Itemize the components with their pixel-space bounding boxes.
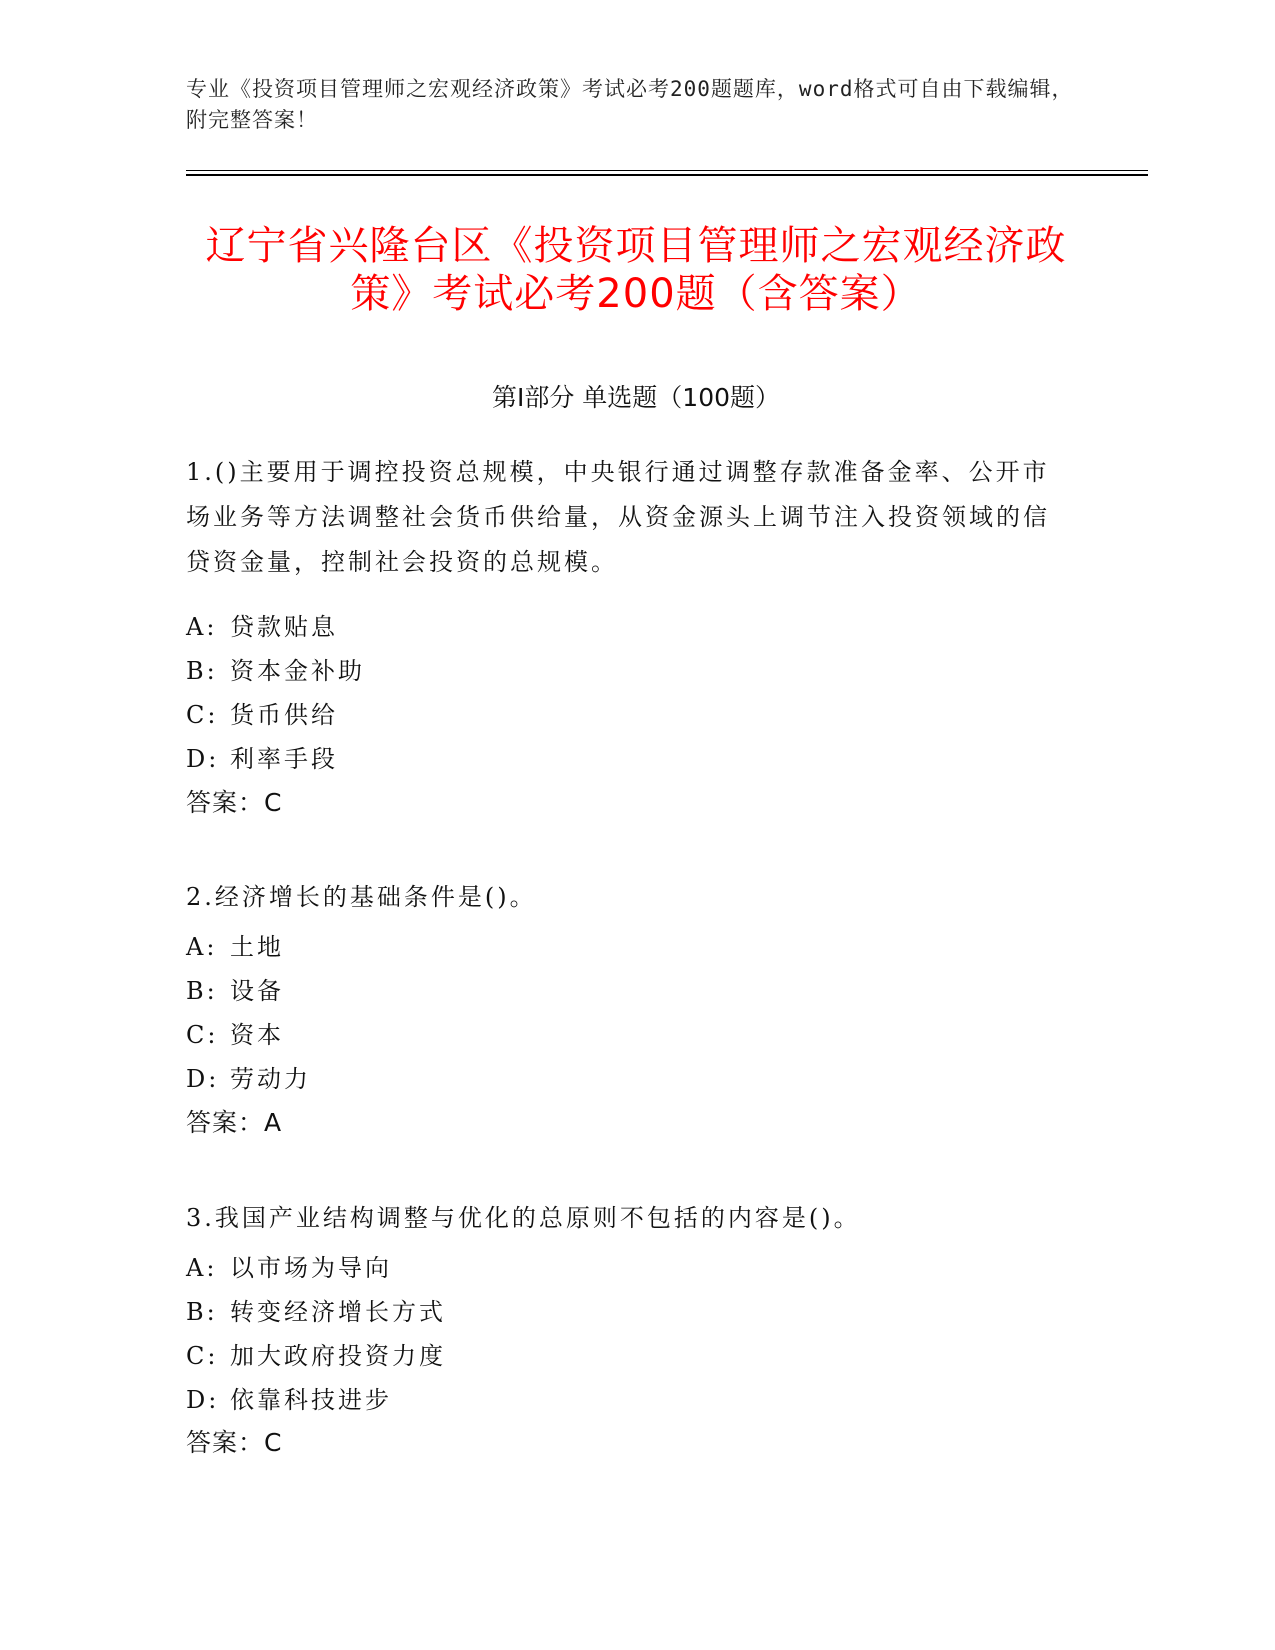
option-text: 设备 [230, 977, 284, 1005]
header-note: 专业《投资项目管理师之宏观经济政策》考试必考200题题库，word格式可自由下载编辑，附完整答案！ [186, 77, 1074, 132]
option-letter: B: [186, 977, 218, 1005]
question-1-option-c [186, 700, 1066, 730]
option-text: 依靠科技进步 [230, 1386, 392, 1414]
question-2-option-b [186, 976, 1066, 1006]
question-2-answer: 答案：A [186, 1108, 283, 1137]
question-1-answer: 答案：C [186, 788, 283, 817]
question-2-text: 2.经济增长的基础条件是()。 [186, 883, 537, 911]
option-letter: A: [186, 933, 218, 961]
option-letter: C: [186, 701, 219, 729]
question-3-option-a [186, 1253, 1066, 1283]
option-text: 以市场为导向 [230, 1254, 392, 1282]
header-divider-thick [186, 174, 1148, 176]
question-3-text: 3.我国产业结构调整与优化的总原则不包括的内容是()。 [186, 1204, 861, 1232]
section-heading: 第Ⅰ部分 单选题（100题） [491, 383, 781, 412]
option-letter: C: [186, 1021, 219, 1049]
option-text: 转变经济增长方式 [230, 1298, 446, 1326]
question-3-option-b [186, 1297, 1066, 1327]
option-letter: B: [186, 1298, 218, 1326]
option-letter: D: [186, 1065, 220, 1093]
option-text: 资本金补助 [230, 657, 365, 685]
question-3-answer: 答案：C [186, 1428, 283, 1457]
question-1-option-d [186, 744, 1066, 774]
question-1-option-a [186, 612, 1066, 642]
option-letter: D: [186, 745, 220, 773]
option-letter: C: [186, 1342, 219, 1370]
question-2-option-d [186, 1064, 1066, 1094]
header-divider-thin [186, 170, 1148, 171]
option-text: 贷款贴息 [230, 613, 338, 641]
question-1-option-b [186, 656, 1066, 686]
option-text: 资本 [230, 1021, 284, 1049]
option-text: 劳动力 [230, 1065, 311, 1093]
option-text: 货币供给 [230, 701, 338, 729]
document-title: 辽宁省兴隆台区《投资项目管理师之宏观经济政策》考试必考200题（含答案） [205, 223, 1067, 317]
option-text: 土地 [230, 933, 284, 961]
option-letter: B: [186, 657, 218, 685]
question-1-text: 1.()主要用于调控投资总规模，中央银行通过调整存款准备金率、公开市场业务等方法调整社会货币供给量，从资金源头上调节注入投资领域的信贷资金量，控制社会投资的总规模。 [186, 458, 1050, 576]
question-2-option-c [186, 1020, 1066, 1050]
option-text: 加大政府投资力度 [230, 1342, 446, 1370]
question-3-option-c [186, 1341, 1066, 1371]
option-letter: A: [186, 1254, 218, 1282]
option-letter: A: [186, 613, 218, 641]
question-3-option-d [186, 1385, 1066, 1415]
question-2-option-a [186, 932, 1066, 962]
option-letter: D: [186, 1386, 220, 1414]
option-text: 利率手段 [230, 745, 338, 773]
